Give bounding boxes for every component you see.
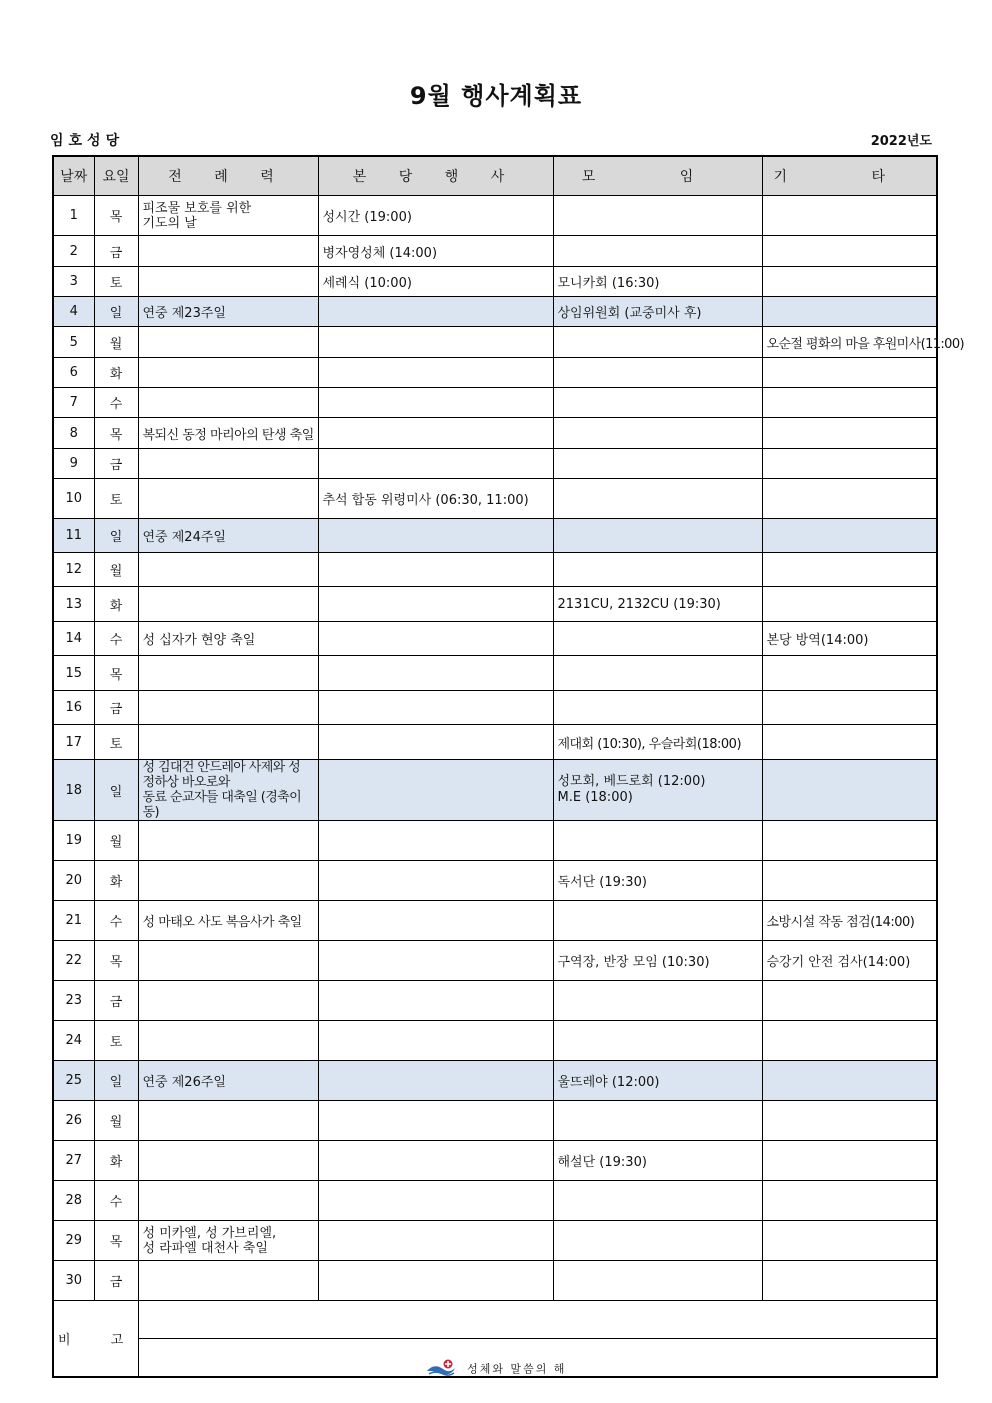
liturgy-cell (138, 941, 318, 981)
date-cell: 26 (53, 1101, 94, 1141)
other-cell (762, 981, 937, 1021)
date-cell: 11 (53, 519, 94, 553)
events-cell (318, 449, 553, 479)
events-cell (318, 941, 553, 981)
liturgy-cell (138, 236, 318, 267)
other-cell (762, 760, 937, 821)
other-cell (762, 479, 937, 519)
table-row (53, 267, 937, 297)
other-cell (762, 821, 937, 861)
events-cell (318, 587, 553, 622)
meetings-cell (553, 1221, 762, 1261)
table-row (53, 297, 937, 327)
table-row (53, 901, 937, 941)
day-cell: 금 (94, 236, 138, 267)
liturgy-cell: 복되신 동정 마리아의 탄생 축일 (138, 418, 318, 449)
day-cell: 화 (94, 358, 138, 388)
table-row (53, 358, 937, 388)
day-cell: 토 (94, 267, 138, 297)
meetings-cell: 해설단 (19:30) (553, 1141, 762, 1181)
footer-text: 성체와 말씀의 해 (467, 1362, 567, 1376)
meetings-cell (553, 358, 762, 388)
date-cell: 1 (53, 196, 94, 236)
other-cell (762, 358, 937, 388)
other-cell (762, 1221, 937, 1261)
date-cell: 18 (53, 760, 94, 821)
col-header-date: 날짜 (53, 156, 94, 196)
events-cell: 세례식 (10:00) (318, 267, 553, 297)
meetings-cell: 모니카회 (16:30) (553, 267, 762, 297)
liturgy-cell (138, 267, 318, 297)
meetings-cell (553, 1261, 762, 1301)
liturgy-cell (138, 1261, 318, 1301)
day-cell: 월 (94, 553, 138, 587)
other-cell (762, 297, 937, 327)
other-cell (762, 519, 937, 553)
meetings-cell: 상임위원회 (교중미사 후) (553, 297, 762, 327)
meetings-cell (553, 821, 762, 861)
meetings-cell: 울뜨레야 (12:00) (553, 1061, 762, 1101)
col-header-day: 요일 (94, 156, 138, 196)
day-cell: 월 (94, 1101, 138, 1141)
events-cell (318, 1221, 553, 1261)
other-cell: 소방시설 작동 점검(14:00) (762, 901, 937, 941)
table-row (53, 1101, 937, 1141)
day-cell: 일 (94, 760, 138, 821)
events-cell (318, 1101, 553, 1141)
event-plan-table (52, 155, 965, 1378)
liturgy-cell (138, 981, 318, 1021)
events-cell (318, 622, 553, 656)
events-cell (318, 553, 553, 587)
meetings-cell (553, 449, 762, 479)
date-cell: 10 (53, 479, 94, 519)
date-cell: 8 (53, 418, 94, 449)
table-row (53, 656, 937, 691)
meetings-cell: 제대회 (10:30), 우슬라회(18:00) (553, 725, 762, 760)
events-cell (318, 725, 553, 760)
parish-name: 임호성당 (50, 133, 125, 149)
date-cell: 25 (53, 1061, 94, 1101)
remarks-label: 비 고 (53, 1301, 138, 1378)
date-cell: 30 (53, 1261, 94, 1301)
other-cell (762, 1141, 937, 1181)
meetings-cell (553, 1101, 762, 1141)
meetings-cell: 2131CU, 2132CU (19:30) (553, 587, 762, 622)
other-cell (762, 267, 937, 297)
date-cell: 27 (53, 1141, 94, 1181)
liturgy-cell (138, 725, 318, 760)
other-cell: 오순절 평화의 마을 후원미사(11:00) (762, 327, 937, 358)
date-cell: 6 (53, 358, 94, 388)
date-cell: 4 (53, 297, 94, 327)
events-cell (318, 656, 553, 691)
table-row (53, 1181, 937, 1221)
day-cell: 목 (94, 196, 138, 236)
other-cell (762, 1021, 937, 1061)
table-row (53, 981, 937, 1021)
liturgy-cell: 피조물 보호를 위한 기도의 날 (138, 196, 318, 236)
table-row (53, 861, 937, 901)
liturgy-cell (138, 821, 318, 861)
events-cell: 병자영성체 (14:00) (318, 236, 553, 267)
date-cell: 15 (53, 656, 94, 691)
table-row (53, 587, 937, 622)
events-cell (318, 821, 553, 861)
date-cell: 19 (53, 821, 94, 861)
meetings-cell (553, 236, 762, 267)
date-cell: 16 (53, 691, 94, 725)
day-cell: 일 (94, 1061, 138, 1101)
day-cell: 금 (94, 691, 138, 725)
day-cell: 월 (94, 327, 138, 358)
day-cell: 수 (94, 1181, 138, 1221)
liturgy-cell: 성 십자가 현양 축일 (138, 622, 318, 656)
events-cell (318, 861, 553, 901)
events-cell (318, 901, 553, 941)
day-cell: 토 (94, 1021, 138, 1061)
date-cell: 3 (53, 267, 94, 297)
table-row (53, 725, 937, 760)
other-cell (762, 449, 937, 479)
date-cell: 13 (53, 587, 94, 622)
day-cell: 목 (94, 656, 138, 691)
year-label: 2022년도 (870, 134, 932, 149)
meetings-cell: 구역장, 반장 모임 (10:30) (553, 941, 762, 981)
table-row (53, 1261, 937, 1301)
date-cell: 21 (53, 901, 94, 941)
events-cell (318, 358, 553, 388)
other-cell (762, 388, 937, 418)
table-row (53, 821, 937, 861)
date-cell: 28 (53, 1181, 94, 1221)
day-cell: 금 (94, 1261, 138, 1301)
other-cell (762, 236, 937, 267)
other-cell (762, 1261, 937, 1301)
liturgy-cell: 성 김대건 안드레아 사제와 성 정하상 바오로와 동료 순교자들 대축일 (경축이동) (138, 760, 318, 821)
other-cell (762, 691, 937, 725)
table-row (53, 553, 937, 587)
other-cell (762, 418, 937, 449)
events-cell (318, 981, 553, 1021)
events-cell (318, 1061, 553, 1101)
meetings-cell (553, 622, 762, 656)
date-cell: 5 (53, 327, 94, 358)
meetings-cell (553, 418, 762, 449)
meetings-cell (553, 691, 762, 725)
table-row (53, 1061, 937, 1101)
day-cell: 금 (94, 981, 138, 1021)
meetings-cell (553, 196, 762, 236)
meetings-cell (553, 901, 762, 941)
other-cell (762, 861, 937, 901)
day-cell: 금 (94, 449, 138, 479)
date-cell: 2 (53, 236, 94, 267)
day-cell: 월 (94, 821, 138, 861)
liturgy-cell: 연중 제24주일 (138, 519, 318, 553)
meetings-cell (553, 519, 762, 553)
events-cell (318, 519, 553, 553)
table-header-row (53, 156, 937, 196)
col-header-liturgy: 전 례 력 (138, 156, 318, 196)
day-cell: 토 (94, 725, 138, 760)
col-header-events: 본 당 행 사 (318, 156, 553, 196)
events-cell (318, 1021, 553, 1061)
liturgy-cell: 성 미카엘, 성 가브리엘, 성 라파엘 대천사 축일 (138, 1221, 318, 1261)
table-row (53, 418, 937, 449)
liturgy-cell (138, 358, 318, 388)
meetings-cell (553, 327, 762, 358)
meetings-cell (553, 1181, 762, 1221)
other-cell (762, 656, 937, 691)
other-cell (762, 553, 937, 587)
page-title: 9월 행사계획표 (409, 82, 583, 110)
table-row (53, 196, 937, 236)
table-row (53, 941, 937, 981)
day-cell: 화 (94, 1141, 138, 1181)
date-cell: 20 (53, 861, 94, 901)
liturgy-cell (138, 479, 318, 519)
other-cell (762, 1101, 937, 1141)
remarks-row (53, 1301, 937, 1339)
date-cell: 12 (53, 553, 94, 587)
liturgy-cell (138, 327, 318, 358)
liturgy-cell: 성 마태오 사도 복음사가 축일 (138, 901, 318, 941)
date-cell: 7 (53, 388, 94, 418)
table-row (53, 760, 937, 821)
liturgy-cell (138, 1141, 318, 1181)
col-header-meetings: 모 임 (553, 156, 762, 196)
liturgy-cell: 연중 제26주일 (138, 1061, 318, 1101)
meetings-cell (553, 479, 762, 519)
table-row (53, 691, 937, 725)
other-cell (762, 587, 937, 622)
events-cell (318, 1181, 553, 1221)
day-cell: 수 (94, 622, 138, 656)
liturgy-cell (138, 1021, 318, 1061)
events-cell (318, 760, 553, 821)
table-row (53, 449, 937, 479)
day-cell: 화 (94, 861, 138, 901)
events-cell (318, 388, 553, 418)
remarks-line[interactable] (138, 1301, 937, 1339)
table-row (53, 479, 937, 519)
date-cell: 23 (53, 981, 94, 1021)
meetings-cell: 성모회, 베드로회 (12:00) M.E (18:00) (553, 760, 762, 821)
liturgy-cell: 연중 제23주일 (138, 297, 318, 327)
date-cell: 29 (53, 1221, 94, 1261)
liturgy-cell (138, 691, 318, 725)
liturgy-cell (138, 388, 318, 418)
day-cell: 목 (94, 941, 138, 981)
meetings-cell (553, 553, 762, 587)
table-row (53, 1141, 937, 1181)
events-cell (318, 691, 553, 725)
day-cell: 일 (94, 519, 138, 553)
day-cell: 화 (94, 587, 138, 622)
other-cell (762, 1061, 937, 1101)
meetings-cell (553, 656, 762, 691)
liturgy-cell (138, 587, 318, 622)
footer (0, 1359, 992, 1380)
liturgy-cell (138, 1181, 318, 1221)
events-cell (318, 297, 553, 327)
table-row (53, 622, 937, 656)
day-cell: 목 (94, 1221, 138, 1261)
events-cell (318, 1141, 553, 1181)
table-row (53, 519, 937, 553)
table-row (53, 236, 937, 267)
meetings-cell (553, 1021, 762, 1061)
other-cell (762, 1181, 937, 1221)
date-cell: 17 (53, 725, 94, 760)
liturgy-cell (138, 449, 318, 479)
day-cell: 수 (94, 901, 138, 941)
day-cell: 일 (94, 297, 138, 327)
table-row (53, 388, 937, 418)
liturgy-cell (138, 553, 318, 587)
events-cell (318, 1261, 553, 1301)
other-cell: 승강기 안전 검사(14:00) (762, 941, 937, 981)
meetings-cell (553, 388, 762, 418)
day-cell: 목 (94, 418, 138, 449)
meetings-cell: 독서단 (19:30) (553, 861, 762, 901)
day-cell: 토 (94, 479, 138, 519)
date-cell: 24 (53, 1021, 94, 1061)
date-cell: 22 (53, 941, 94, 981)
other-cell: 본당 방역(14:00) (762, 622, 937, 656)
events-cell: 성시간 (19:00) (318, 196, 553, 236)
events-cell (318, 418, 553, 449)
other-cell (762, 196, 937, 236)
liturgy-cell (138, 1101, 318, 1141)
table-row (53, 1021, 937, 1061)
table-row (53, 1221, 937, 1261)
date-cell: 14 (53, 622, 94, 656)
day-cell: 수 (94, 388, 138, 418)
col-header-other: 기 타 (762, 156, 937, 196)
liturgy-cell (138, 656, 318, 691)
meetings-cell (553, 981, 762, 1021)
date-cell: 9 (53, 449, 94, 479)
other-cell (762, 725, 937, 760)
wave-cross-logo-icon (426, 1359, 456, 1380)
liturgy-cell (138, 861, 318, 901)
events-cell (318, 327, 553, 358)
events-cell: 추석 합동 위령미사 (06:30, 11:00) (318, 479, 553, 519)
table-row (53, 327, 937, 358)
